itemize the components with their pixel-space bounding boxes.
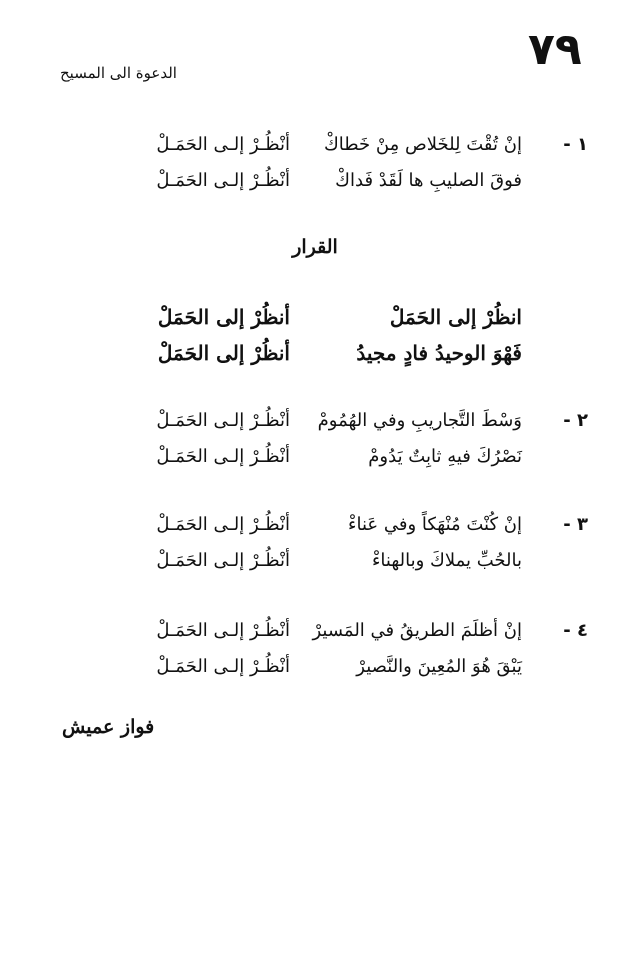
author-name: فواز عميش xyxy=(62,716,155,738)
chorus-text: انظُرْ إلى الحَمَلْ xyxy=(389,305,522,329)
verse-number: ١ - xyxy=(563,134,588,155)
chorus-line-1 xyxy=(0,302,640,332)
verse-2-line-2 xyxy=(0,442,640,472)
chorus-line-2 xyxy=(0,338,640,368)
verse-line-text: يَبْقَ هُوَ المُعِينَ والنَّصيرْ xyxy=(356,656,522,677)
refrain-text: أنْظُـرْ إلـى الحَمَـلْ xyxy=(156,550,290,571)
verse-line-text: بالحُبِّ يملاكَ وبالهناءْ xyxy=(371,550,522,571)
refrain-text: أنْظُـرْ إلـى الحَمَـلْ xyxy=(156,656,290,677)
verse-line-text: وَسْطَ التَّجاريبِ وفي الهُمُومْ xyxy=(317,410,522,431)
refrain-text: أنْظُـرْ إلـى الحَمَـلْ xyxy=(156,170,290,191)
verse-3-line-1 xyxy=(0,510,640,540)
verse-number: ٣ - xyxy=(563,514,588,535)
chorus-refrain: أنظُرْ إلى الحَمَلْ xyxy=(157,341,290,365)
verse-line-text: نَصْرُكَ فيهِ ثابِتٌ يَدُومْ xyxy=(368,446,522,467)
chorus-title: القرار xyxy=(292,236,338,258)
page-number: ٧٩ xyxy=(528,24,582,75)
verse-line-text: إنْ كُنْتَ مُنْهَكاً وفي عَناءْ xyxy=(348,514,522,535)
refrain-text: أنْظُـرْ إلـى الحَمَـلْ xyxy=(156,446,290,467)
refrain-text: أنْظُـرْ إلـى الحَمَـلْ xyxy=(156,514,290,535)
verse-2-line-1 xyxy=(0,406,640,436)
verse-3-line-2 xyxy=(0,546,640,576)
verse-4-line-2 xyxy=(0,652,640,682)
verse-line-text: إنْ تُقْتَ لِلخَلاص مِنْ خَطاكْ xyxy=(323,134,522,155)
refrain-text: أنْظُـرْ إلـى الحَمَـلْ xyxy=(156,134,290,155)
chorus-refrain: أنظُرْ إلى الحَمَلْ xyxy=(157,305,290,329)
verse-1-line-2 xyxy=(0,166,640,196)
refrain-text: أنْظُـرْ إلـى الحَمَـلْ xyxy=(156,620,290,641)
verse-line-text: إنْ أظلَمَ الطريقُ في المَسيرْ xyxy=(312,620,522,641)
refrain-text: أنْظُـرْ إلـى الحَمَـلْ xyxy=(156,410,290,431)
verse-line-text: فوقَ الصليبِ ها لَقَدْ فَداكْ xyxy=(335,170,522,191)
verse-1-line-1 xyxy=(0,130,640,160)
verse-number: ٢ - xyxy=(563,410,588,431)
running-head: الدعوة الى المسيح xyxy=(60,64,177,82)
chorus-text: فَهْوَ الوحيدُ فادٍ مجيدُ xyxy=(356,341,522,365)
verse-4-line-1 xyxy=(0,616,640,646)
verse-number: ٤ - xyxy=(563,620,588,641)
